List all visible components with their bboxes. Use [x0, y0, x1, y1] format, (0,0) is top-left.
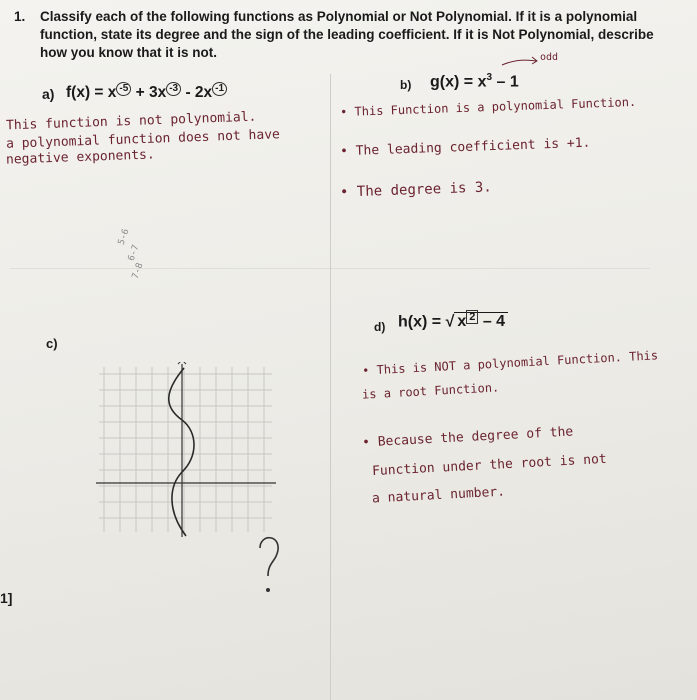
- question-mark-icon: [254, 530, 284, 600]
- part-a-answer-1: This function is not polynomial.: [5, 109, 257, 134]
- question-line-3: how you know that it is not.: [40, 45, 217, 60]
- part-c-graph: [94, 362, 284, 542]
- part-a-exp-2: -3: [166, 82, 181, 96]
- part-d-answer-2: is a root Function.: [361, 380, 500, 402]
- part-d-answer-1: • This is NOT a polynomial Function. This: [361, 348, 659, 378]
- part-a-func-prefix: f(x) = x: [66, 84, 117, 102]
- margin-mark: 1]: [0, 590, 13, 606]
- question-line-2: function, state its degree and the sign of the leading coefficient. If it is Not Polynomial, describe: [40, 27, 654, 42]
- part-a-label: a): [42, 86, 55, 102]
- part-b-func-suffix: – 1: [496, 73, 519, 91]
- graph-grid: [99, 367, 272, 532]
- part-d-exp: 2: [466, 310, 478, 324]
- part-a-func-mid-2: - 2x: [185, 84, 213, 102]
- part-a-exp-1: -5: [116, 82, 131, 96]
- part-a-exp-3: -1: [212, 82, 227, 96]
- part-d-radicand-base: x: [457, 313, 467, 331]
- vertical-divider: [330, 74, 331, 700]
- part-b-answer-1: • This Function is a polynomial Function.: [339, 94, 637, 120]
- question-number: 1.: [14, 9, 26, 24]
- sqrt-symbol: √: [445, 313, 455, 331]
- part-a-answer-2: a polynomial function does not have: [5, 127, 281, 152]
- part-d-answer-5: a natural number.: [371, 484, 506, 507]
- part-d-func-prefix: h(x) =: [398, 313, 446, 331]
- question-line-1: Classify each of the following functions as Polynomial or Not Polynomial. If it is a polynomial: [40, 9, 638, 24]
- annotation-arrow-icon: [500, 54, 542, 68]
- part-d-radicand: [454, 312, 508, 330]
- part-a-func-mid-1: + 3x: [135, 84, 167, 102]
- part-b-answer-3: • The degree is 3.: [339, 179, 492, 201]
- part-c-scribble-2: 6-7: [126, 243, 142, 263]
- part-b-annotation: odd: [540, 52, 559, 63]
- part-d-answer-3: • Because the degree of the: [361, 424, 574, 451]
- horizontal-divider: [10, 268, 650, 269]
- part-d-label: d): [374, 320, 386, 334]
- part-b-exp: 3: [486, 72, 493, 83]
- part-b-func-prefix: g(x) = x: [430, 73, 487, 91]
- part-c-label: c): [46, 336, 58, 351]
- part-a-answer-3: negative exponents.: [5, 147, 155, 168]
- part-d-function: [398, 310, 508, 331]
- part-c-scribble-1: 5-6: [116, 227, 132, 247]
- part-c-scribble-3: 7-8: [130, 261, 146, 281]
- y-axis-arrow-icon: [178, 362, 186, 364]
- graph-curve: [169, 368, 194, 536]
- part-d-radicand-suffix: – 4: [482, 313, 506, 331]
- part-b-answer-2: • The leading coefficient is +1.: [339, 135, 591, 160]
- part-d-answer-4: Function under the root is not: [371, 451, 608, 480]
- part-b-function: [430, 72, 519, 91]
- part-b-label: b): [400, 78, 412, 92]
- part-a-function: [66, 82, 227, 102]
